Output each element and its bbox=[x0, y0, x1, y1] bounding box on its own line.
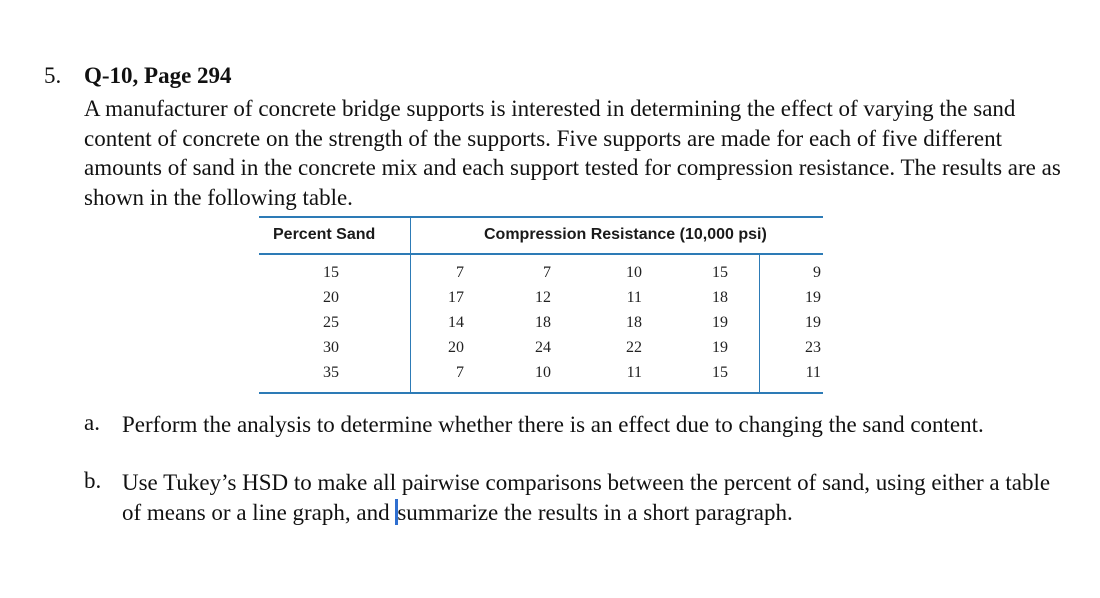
table-cell-value: 19 bbox=[805, 314, 821, 331]
part-a-text: Perform the analysis to determine whether there is an effect due to changing the sand content. bbox=[122, 412, 984, 437]
table-cell-value: 15 bbox=[712, 364, 728, 381]
table-cell-value: 19 bbox=[805, 289, 821, 306]
question-title: Q-10, Page 294 bbox=[84, 63, 232, 88]
table-cell-sand: 25 bbox=[323, 314, 339, 331]
table-cell-value: 20 bbox=[448, 339, 464, 356]
table-vertical-rule bbox=[410, 216, 411, 394]
table-vertical-rule bbox=[759, 254, 760, 394]
table-cell-value: 23 bbox=[805, 339, 821, 356]
part-a-label: a. bbox=[84, 410, 100, 435]
table-cell-value: 15 bbox=[712, 264, 728, 281]
table-cell-value: 10 bbox=[535, 364, 551, 381]
table-cell-value: 18 bbox=[535, 314, 551, 331]
table-header-compression: Compression Resistance (10,000 psi) bbox=[484, 226, 767, 243]
table-header-percent-sand: Percent Sand bbox=[273, 226, 376, 243]
table-cell-value: 14 bbox=[448, 314, 464, 331]
part-b-text-after-caret: summarize the results in a short paragraph. bbox=[397, 499, 793, 525]
table-cell-value: 7 bbox=[543, 264, 551, 281]
table-cell-value: 11 bbox=[626, 289, 642, 306]
table-cell-sand: 20 bbox=[323, 289, 339, 306]
table-cell-value: 19 bbox=[712, 339, 728, 356]
table-cell-value: 9 bbox=[813, 264, 821, 281]
table-cell-value: 22 bbox=[626, 339, 642, 356]
table-header-rule bbox=[259, 253, 823, 255]
table-cell-value: 11 bbox=[805, 364, 821, 381]
table-cell-value: 7 bbox=[456, 364, 464, 381]
table-cell-value: 10 bbox=[626, 264, 642, 281]
part-b-text-before-caret: Use Tukey’s HSD to make all pairwise comparisons between the percent of sand, using either a table of means or a line graph, and bbox=[122, 470, 1051, 525]
table-top-rule bbox=[259, 216, 823, 218]
table-cell-value: 19 bbox=[712, 314, 728, 331]
part-b-label: b. bbox=[84, 468, 102, 493]
table-cell-value: 17 bbox=[448, 289, 464, 306]
table-cell-sand: 30 bbox=[323, 339, 339, 356]
part-b-text[interactable] bbox=[122, 468, 1062, 527]
table-cell-sand: 35 bbox=[323, 364, 339, 381]
table-cell-value: 11 bbox=[626, 364, 642, 381]
table-cell-sand: 15 bbox=[323, 264, 339, 281]
question-number: 5. bbox=[44, 63, 62, 88]
table-cell-value: 18 bbox=[626, 314, 642, 331]
table-cell-value: 7 bbox=[456, 264, 464, 281]
table-cell-value: 18 bbox=[712, 289, 728, 306]
table-bottom-rule bbox=[259, 392, 823, 394]
table-cell-value: 24 bbox=[535, 339, 551, 356]
question-intro: A manufacturer of concrete bridge supports is interested in determining the effect of varying the sand content of concrete on the strength of the supports. Five supports are made for each of five different amounts of sand in the concrete mix and each support tested for compression resistance. The results are as shown in the following table. bbox=[84, 96, 1061, 210]
data-table bbox=[259, 216, 823, 394]
table-cell-value: 12 bbox=[535, 289, 551, 306]
